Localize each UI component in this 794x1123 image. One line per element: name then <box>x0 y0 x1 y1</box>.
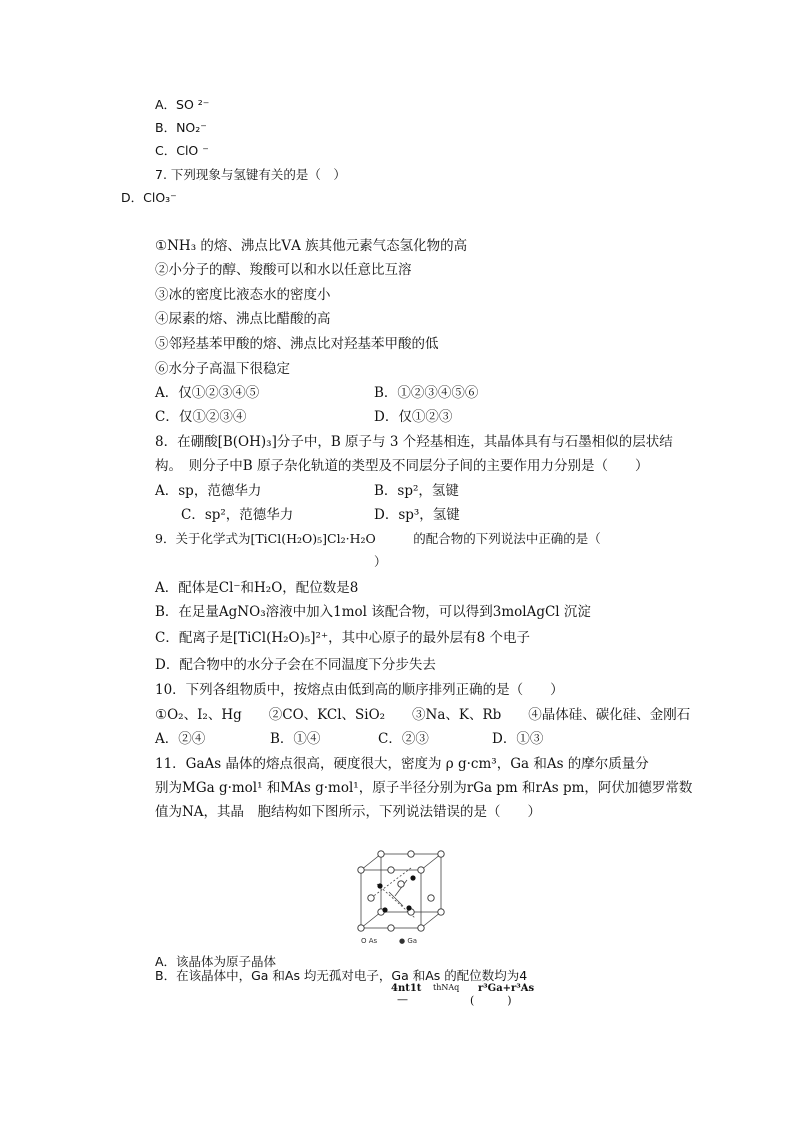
q10-groups: ①O₂、I₂、Hg ②CO、KCl、SiO₂ ③Na、K、Rb ④晶体硅、碳化硅、金刚石 <box>155 707 691 723</box>
legend-ga: ● Ga <box>399 937 418 945</box>
option-d-clo3: D．ClO₃⁻ <box>121 190 177 205</box>
question-8-line1: 8．在硼酸[B(OH)₃]分子中，B 原子与 3 个羟基相连，其晶体具有与石墨相似的层状结 <box>155 434 673 450</box>
statement-4: ④尿素的熔、沸点比醋酸的高 <box>155 311 331 327</box>
option-a-so: A．SO ²⁻ <box>155 97 210 112</box>
statement-6: ⑥水分子高温下很稳定 <box>155 361 290 377</box>
question-11-line3: 值为NA，其晶 胞结构如下图所示，下列说法错误的是（ ） <box>155 804 542 820</box>
q7-option-a: A．仅①②③④⑤ <box>155 385 260 401</box>
q11-option-b: B．在该晶体中，Ga 和As 均无孤对电子，Ga 和As 的配位数均为4 <box>155 968 528 983</box>
question-11-line2: 别为MGa g·mol¹ 和MAs g·mol¹，原子半径分别为rGa pm 和rAs pm，阿伏加德罗常数 <box>155 780 693 796</box>
statement-5: ⑤邻羟基苯甲酸的熔、沸点比对羟基苯甲酸的低 <box>155 336 439 352</box>
q9-option-b: B．在足量AgNO₃溶液中加入1mol 该配合物，可以得到3molAgCl 沉淀 <box>155 604 591 620</box>
option-b-no2: B．NO₂⁻ <box>155 120 207 135</box>
question-8-line2: 构。 则分子中B 原子杂化轨道的类型及不同层分子间的主要作用力分别是（ ） <box>155 458 649 474</box>
question-11-line1: 11．GaAs 晶体的熔点很高，硬度很大，密度为 ρ g·cm³，Ga 和As 的摩尔质量分 <box>155 756 649 772</box>
q10-option-c: C．②③ <box>378 731 429 747</box>
garbled-text-4: — <box>397 993 408 1006</box>
question-9-line2: ） <box>374 554 387 569</box>
statement-3: ③冰的密度比液态水的密度小 <box>155 287 331 303</box>
q11-option-a: A．该晶体为原子晶体 <box>155 954 277 969</box>
q8-option-b: B．sp²，氢键 <box>374 483 459 499</box>
garbled-text-3: r³Ga+r³As <box>478 983 535 994</box>
q9-option-c: C．配离子是[TiCl(H₂O)₅]²⁺，其中心原子的最外层有8 个电子 <box>155 630 530 646</box>
option-c-clo: C．ClO ⁻ <box>155 143 209 158</box>
garbled-text-5: ( ) <box>470 994 512 1007</box>
gaas-unit-cell-figure <box>355 848 447 948</box>
question-7: 7. 下列现象与氢键有关的是（ ） <box>155 167 346 182</box>
statement-1: ①NH₃ 的熔、沸点比ⅤA 族其他元素气态氢化物的高 <box>155 238 468 254</box>
statement-2: ②小分子的醇、羧酸可以和水以任意比互溶 <box>155 262 412 278</box>
garbled-text-1: 4nt1t <box>391 983 422 994</box>
q7-option-c: C．仅①②③④ <box>155 409 247 425</box>
q7-option-b: B．①②③④⑤⑥ <box>374 385 479 401</box>
q7-option-d: D．仅①②③ <box>374 409 453 425</box>
garbled-text-2: thNAq <box>433 983 460 992</box>
q8-option-c: C．sp²，范德华力 <box>181 507 294 523</box>
question-10: 10．下列各组物质中，按熔点由低到高的顺序排列正确的是（ ） <box>155 682 564 698</box>
q10-option-b: B．①④ <box>270 731 321 747</box>
q8-option-d: D．sp³，氢键 <box>374 507 460 523</box>
q9-option-a: A．配体是Cl⁻和H₂O，配位数是8 <box>155 580 359 596</box>
q9-option-d: D．配合物中的水分子会在不同温度下分步失去 <box>155 657 436 673</box>
legend-as: O As <box>361 937 378 945</box>
q10-option-a: A．②④ <box>155 731 206 747</box>
question-9-line1: 9．关于化学式为[TiCl(H₂O)₅]Cl₂·H₂O 的配合物的下列说法中正确的是（ <box>155 531 601 546</box>
q10-option-d: D．①③ <box>492 731 544 747</box>
q8-option-a: A．sp，范德华力 <box>155 483 262 499</box>
